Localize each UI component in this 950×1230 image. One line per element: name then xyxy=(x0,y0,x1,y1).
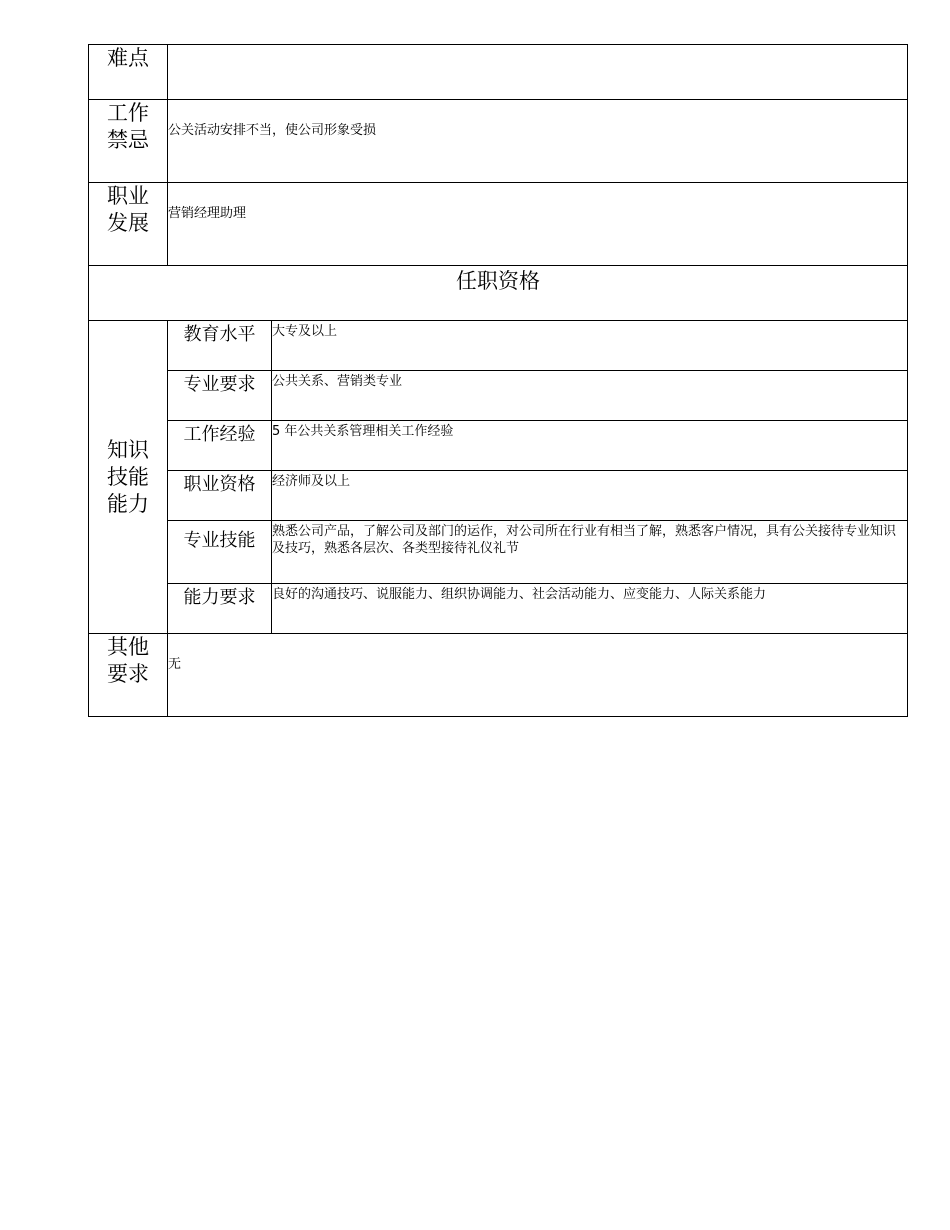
row-qualification-title xyxy=(89,266,908,321)
value-difficulty xyxy=(168,45,908,100)
row-ability xyxy=(89,584,908,634)
label-difficulty-text: 难点 xyxy=(107,46,149,70)
sublabel-education: 教育水平 xyxy=(168,321,272,371)
value-career: 营销经理助理 xyxy=(168,183,908,266)
sublabel-skills: 专业技能 xyxy=(168,521,272,584)
sublabel-certification: 职业资格 xyxy=(168,471,272,521)
section-title-qualification: 任职资格 xyxy=(89,266,908,321)
row-education xyxy=(89,321,908,371)
label-other-text: 其他 要求 xyxy=(107,635,149,686)
label-difficulty xyxy=(89,45,168,100)
label-career xyxy=(89,183,168,266)
row-skills xyxy=(89,521,908,584)
value-certification: 经济师及以上 xyxy=(272,471,908,521)
row-major xyxy=(89,371,908,421)
value-experience: 5 年公共关系管理相关工作经验 xyxy=(272,421,908,471)
label-knowledge xyxy=(89,321,168,634)
value-ability: 良好的沟通技巧、说服能力、组织协调能力、社会活动能力、应变能力、人际关系能力 xyxy=(272,584,908,634)
row-certification xyxy=(89,471,908,521)
sublabel-experience: 工作经验 xyxy=(168,421,272,471)
label-career-text: 职业 发展 xyxy=(107,184,149,235)
value-major: 公共关系、营销类专业 xyxy=(272,371,908,421)
label-taboo xyxy=(89,100,168,183)
value-taboo: 公关活动安排不当，使公司形象受损 xyxy=(168,100,908,183)
label-knowledge-text: 知识 技能 能力 xyxy=(107,437,149,516)
value-other: 无 xyxy=(168,634,908,717)
value-skills: 熟悉公司产品，了解公司及部门的运作，对公司所在行业有相当了解，熟悉客户情况，具有公关接待专业知识及技巧，熟悉各层次、各类型接待礼仪礼节 xyxy=(272,521,908,584)
row-career xyxy=(89,183,908,266)
job-description-table xyxy=(88,44,908,717)
sublabel-ability: 能力要求 xyxy=(168,584,272,634)
row-experience xyxy=(89,421,908,471)
row-difficulty xyxy=(89,45,908,100)
row-other xyxy=(89,634,908,717)
value-education: 大专及以上 xyxy=(272,321,908,371)
sublabel-major: 专业要求 xyxy=(168,371,272,421)
label-other xyxy=(89,634,168,717)
label-taboo-text: 工作 禁忌 xyxy=(107,101,149,152)
row-taboo xyxy=(89,100,908,183)
